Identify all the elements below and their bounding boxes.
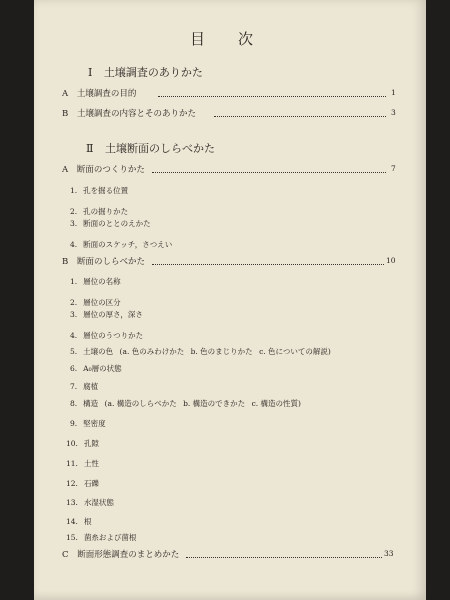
leader-dots	[152, 172, 386, 173]
page-number: 10	[386, 256, 396, 265]
leader-dots	[152, 264, 384, 265]
leader-dots	[214, 116, 386, 117]
subsection-item: 11. 土性	[66, 459, 99, 468]
subsection-item: 4. 層位のうつりかた	[70, 331, 144, 340]
subsection-part: c. 色についての解説)	[259, 347, 331, 356]
toc-letter: C	[62, 550, 69, 560]
subsection-item: 9. 堅密度	[70, 419, 106, 428]
toc-title: 断面のつくりかた	[76, 165, 145, 175]
leader-dots	[158, 96, 386, 97]
section-numeral: Ⅱ	[86, 142, 94, 155]
subsection-item: 3. 層位の厚さ，深さ	[70, 310, 143, 319]
section-heading-1	[88, 64, 203, 80]
document-page	[34, 0, 426, 600]
section-heading-2	[86, 140, 215, 156]
page-number: 1	[391, 88, 396, 97]
toc-title: 土壌調査の目的	[76, 89, 137, 99]
leader-dots	[186, 557, 382, 558]
subsection-item: 1. 孔を掘る位置	[70, 186, 129, 195]
subsection-item: 7. 腐植	[70, 382, 99, 391]
toc-entry[interactable]	[62, 87, 136, 99]
subsection-item: 6. A₀層の状態	[70, 364, 122, 373]
subsection-item: 5. 土壌の色 (a. 色のみわけかた b. 色のまじりかた c. 色についての解説)	[70, 347, 331, 356]
subsection-item: 3. 断面のととのえかた	[70, 219, 151, 228]
section-title: 土壌調査のありかた	[103, 66, 203, 79]
subsection-item: 2. 層位の区分	[70, 298, 121, 307]
subsection-item: 4. 断面のスケッチ，さつえい	[70, 240, 173, 249]
toc-letter: A	[62, 165, 69, 175]
section-numeral: Ⅰ	[88, 66, 93, 79]
subsection-part: b. 構造のできかた	[183, 399, 246, 408]
subsection-part: c. 構造の性質)	[251, 399, 301, 408]
subsection-part: (a. 色のみわけかた	[119, 347, 185, 356]
subsection-item: 14. 根	[66, 517, 92, 526]
page-number: 33	[384, 549, 394, 558]
page-title: 目 次	[190, 30, 255, 48]
toc-letter: B	[62, 109, 69, 119]
subsection-item: 15. 菌糸および菌根	[66, 533, 137, 542]
page-number: 3	[391, 108, 396, 117]
subsection-item: 13. 水湿状態	[66, 498, 114, 507]
toc-entry[interactable]	[62, 163, 145, 175]
toc-letter: B	[62, 257, 69, 267]
toc-entry[interactable]	[62, 107, 196, 119]
subsection-item: 1. 層位の名称	[70, 277, 121, 286]
toc-title: 断面形態調査のまとめかた	[77, 550, 180, 560]
toc-entry[interactable]	[62, 548, 179, 560]
toc-title: 断面のしらべかた	[76, 257, 145, 267]
subsection-part: b. 色のまじりかた	[190, 347, 253, 356]
subsection-item: 10. 孔隙	[66, 439, 99, 448]
page-number: 7	[391, 164, 396, 173]
subsection-item: 2. 孔の掘りかた	[70, 207, 129, 216]
subsection-item: 8. 構造 (a. 構造のしらべかた b. 構造のできかた c. 構造の性質)	[70, 399, 301, 408]
toc-letter: A	[62, 89, 69, 99]
toc-title: 土壌調査の内容とそのありかた	[76, 109, 196, 119]
subsection-part: (a. 構造のしらべかた	[104, 399, 177, 408]
toc-entry[interactable]	[62, 255, 145, 267]
section-title: 土壌断面のしらべかた	[104, 142, 215, 155]
subsection-item: 12. 石礫	[66, 479, 99, 488]
